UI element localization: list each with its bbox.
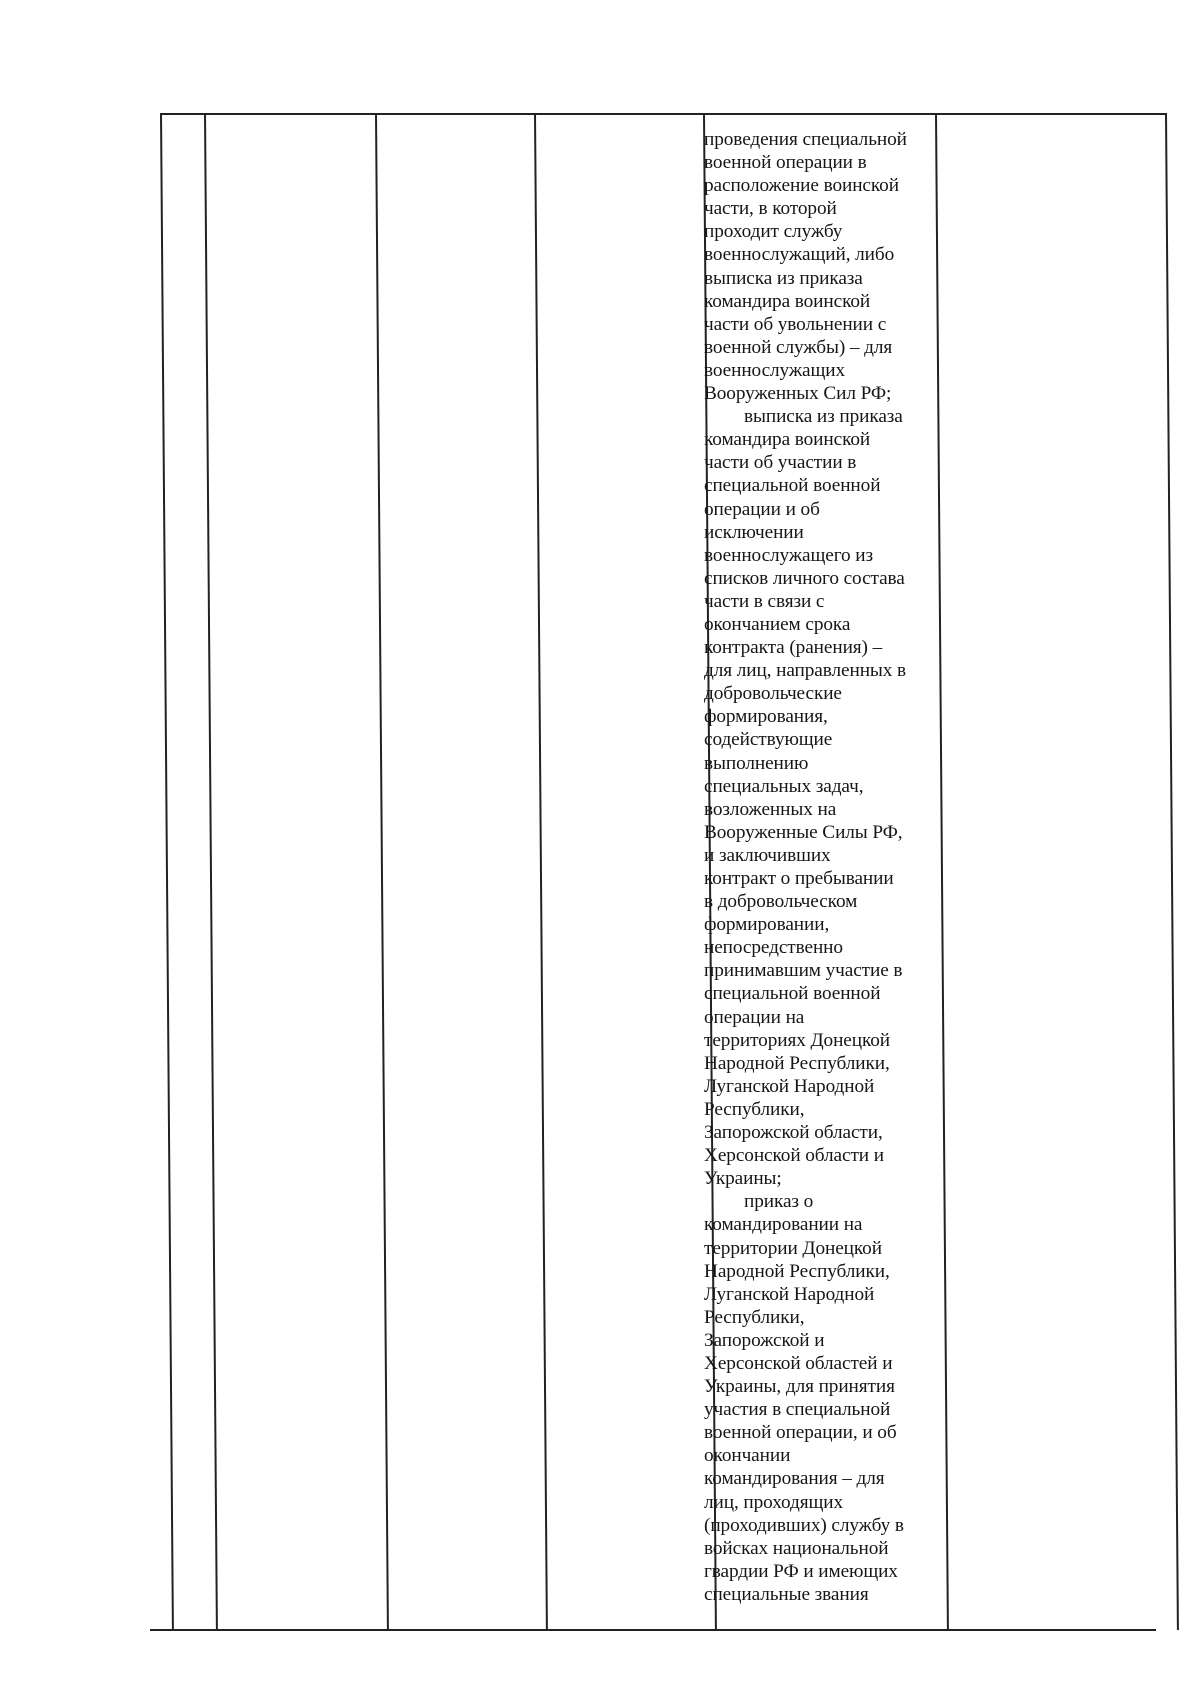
table-column-border-6 bbox=[935, 113, 949, 1630]
table-column-border-3 bbox=[375, 113, 389, 1630]
cell-paragraph-3 bbox=[704, 1190, 932, 1606]
table-cell-documents bbox=[704, 128, 932, 1606]
table-top-border bbox=[162, 113, 1166, 115]
table-column-border-4 bbox=[534, 113, 548, 1630]
cell-paragraph-3-text: приказ о командировании на территории Донецкой Народной Республики, Луганской Народной Республики, Запорожской и Херсонской областей и Украины, для принятия участия в специальной военной операции, и об окончании командирования – для лиц, проходящих (проходивших) службу в войсках национальной гвардии РФ и имеющих специальные звания bbox=[704, 1191, 904, 1605]
cell-paragraph-2-text: выписка из приказа командира воинской части об участии в специальной военной операции и об исключении военнослужащего из списков личного состава части в связи с окончанием срока контракта (ранения) – для лиц, направленных в добровольческие формирования, содействующие выполнению специальных задач, возложенных на Вооруженные Силы РФ, и заключивших контракт о пребывании в добровольческом формировании, непосредственно принимавшим участие в специальной военной операции на территориях Донецкой Народной Республики, Луганской Народной Республики, Запорожской области, Херсонской области и Украины; bbox=[704, 406, 907, 1190]
cell-paragraph-2 bbox=[704, 405, 932, 1190]
table-bottom-border bbox=[150, 1629, 1156, 1631]
table-column-border-2 bbox=[204, 113, 218, 1630]
table-column-border-7 bbox=[1165, 113, 1179, 1630]
table-column-border-1 bbox=[160, 113, 174, 1630]
cell-paragraph-1: проведения специальной военной операции в расположение воинской части, в которой проходит службу военнослужащий, либо выписка из приказа командира воинской части об увольнении с военной службы) – для военнослужащих Вооруженных Сил РФ; bbox=[704, 129, 907, 405]
